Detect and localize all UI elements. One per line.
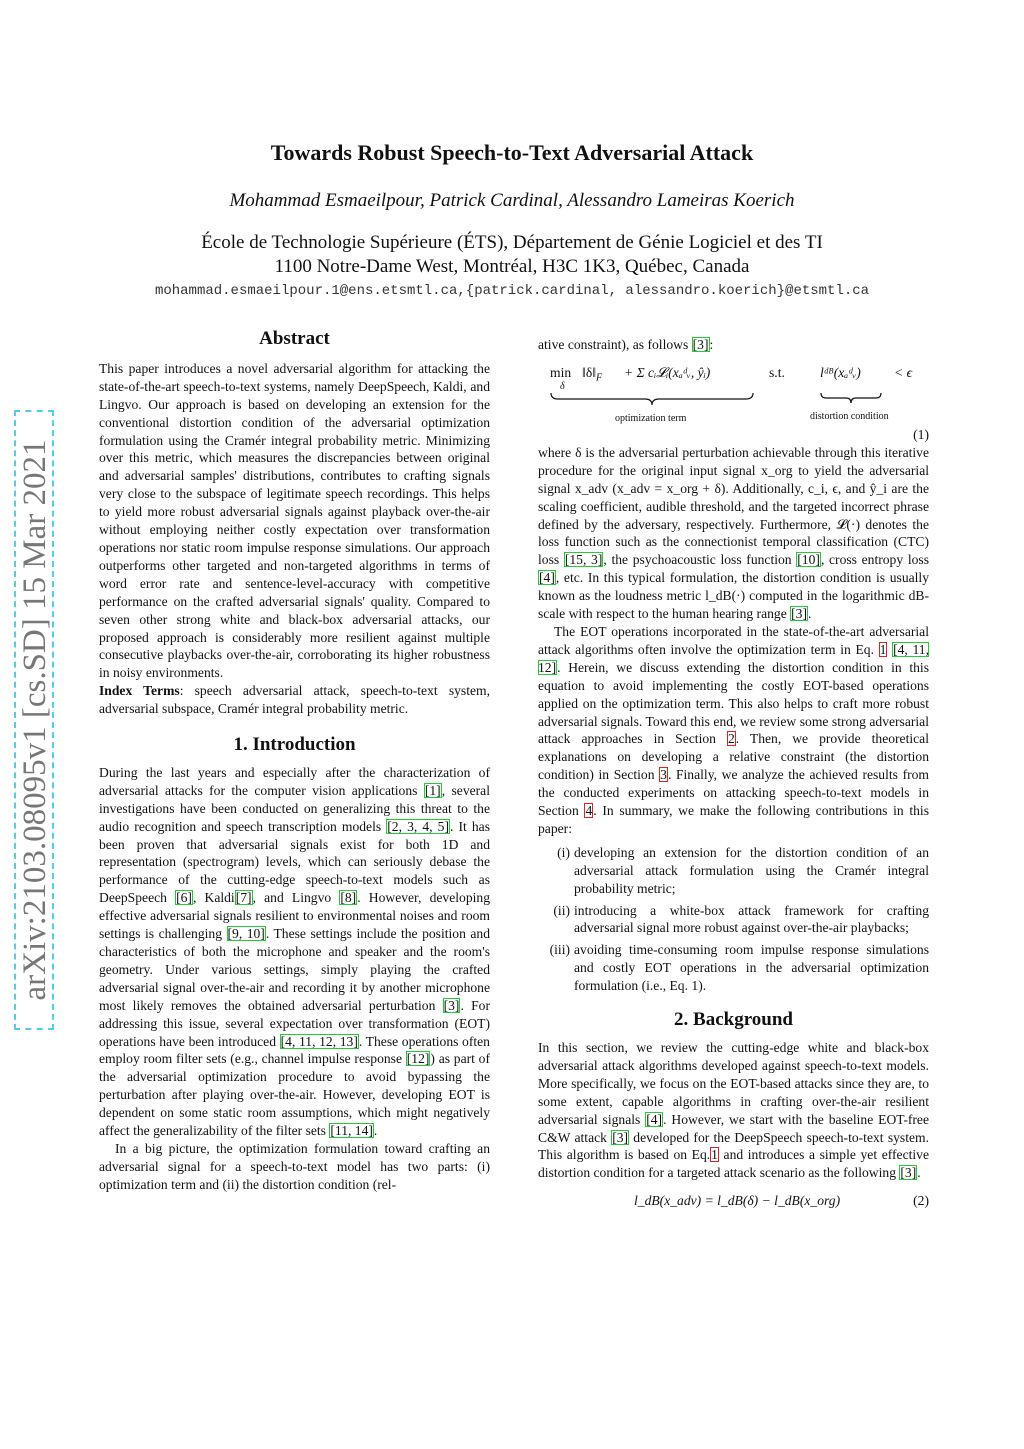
citation-link[interactable]: [12] (406, 1051, 430, 1067)
citation-link[interactable]: [4, 11, 12] (538, 641, 929, 675)
author-emails[interactable]: mohammad.esmaeilpour.1@ens.etsmtl.ca,{patrick.cardinal, alessandro.koerich}@etsmtl.ca (154, 283, 870, 299)
equation-1 (538, 354, 929, 440)
author-list: Mohammad Esmaeilpour, Patrick Cardinal, Alessandro Lameiras Koerich (229, 190, 795, 211)
citation-link[interactable]: [3] (692, 337, 709, 352)
left-column (99, 330, 490, 1194)
citation-link[interactable]: [4] (646, 1111, 663, 1127)
optimization-term-label: optimization term (615, 412, 687, 424)
section-ref-link[interactable]: 4 (585, 803, 593, 819)
equation-1-loss-sum: + Σ cᵢ𝓛ᵢ(xₐᵈᵥ, ŷᵢ) (624, 364, 711, 380)
equation-ref-link[interactable]: 1 (711, 1147, 718, 1163)
citation-link[interactable]: [15, 3] (564, 552, 603, 568)
citation-link[interactable]: [11, 14] (330, 1123, 373, 1139)
equation-1-subject-to: s.t. (769, 364, 785, 380)
distortion-underbrace (820, 392, 882, 404)
citation-link[interactable]: [8] (340, 890, 357, 906)
affiliation-line-1: École de Technologie Supérieure (ÉTS), Département de Génie Logiciel et des TI (201, 232, 823, 253)
abstract-heading: Abstract (259, 328, 330, 349)
equation-1-min: min δ (550, 364, 572, 392)
citation-link[interactable]: [10] (797, 552, 820, 568)
equation-1-threshold: < ϵ (894, 364, 913, 380)
citation-link[interactable]: [3] (612, 1129, 629, 1145)
equation-1-ldb: lᵈᴮ(xₐᵈᵥ) (820, 364, 861, 380)
section-ref-link[interactable]: 3 (660, 767, 667, 783)
background-paragraph: In this section, we review the cutting-edge white and black-box adversarial attack algorithms developed against speech-to-text models. More specifically, we focus on the EOT-based attacks since they are, to some extent, capable algorithms in crafting over-the-air resilient adversarial signals [4]. However, we start with the baseline EOT-free C&W attack [3] developed for the DeepSpeech speech-to-text system. This algorithm is based on Eq.1 and introduces a simple yet effective distortion condition for a targeted attack scenario as the following [3]. (538, 1040, 929, 1181)
intro-paragraph-2: In a big picture, the optimization formulation toward crafting an adversarial signal for a speech-to-text model has two parts: (i) optimization term and (ii) the distortion condition (rel- (99, 1140, 490, 1192)
right-column (538, 336, 929, 1218)
equation-1-norm: $‖\delta‖_F$ (582, 364, 603, 384)
arxiv-sidebar-stamp[interactable]: arXiv:2103.08095v1 [cs.SD] 15 Mar 2021 (14, 410, 54, 1030)
citation-link[interactable]: [4] (539, 570, 555, 586)
index-terms (99, 682, 490, 718)
affiliation-line-2: 1100 Notre-Dame West, Montréal, H3C 1K3, Québec, Canada (274, 256, 750, 277)
citation-link[interactable]: [3] (900, 1165, 917, 1181)
citation-link[interactable]: [4, 11, 12, 13] (280, 1033, 358, 1049)
index-terms-text: : speech adversarial attack, speech-to-text system, adversarial subspace, Cramér integral probability metric. (99, 683, 490, 717)
contribution-list (538, 844, 929, 995)
equation-2-number: (2) (913, 1193, 929, 1209)
equation-1-number: (1) (913, 426, 929, 442)
introduction-heading: 1. Introduction (233, 734, 356, 756)
abstract-body: This paper introduces a novel adversarial algorithm for attacking the state-of-the-art speech-to-text systems, namely DeepSpeech, Kaldi, and Lingvo. Our approach is based on developing an extension for the conventional distortion condition of the adversarial optimization formulation using the Cramér integral probability metric. Minimizing over this metric, which measures the discrepancies between original and adversarial samples' distributions, contributes to crafting signals very close to the subspace of legitimate speech recordings. This helps to yield more robust adversarial signals against playback over-the-air without employing neither costly expectation over transformation operations nor static room impulse response simulations. Our approach outperforms other targeted and non-targeted algorithms in terms of word error rate and sentence-level-accuracy with competitive performance on the crafted adversarial signals' quality. Compared to seven other strong white and black-box adversarial attacks, our proposed approach is considerably more resilient against multiple consecutive playbacks over-the-air, corroborating its higher robustness in noisy environments. (99, 360, 490, 681)
right-paragraph-where: where δ is the adversarial perturbation achievable through this iterative procedure for the original input signal x_org to yield the adversarial signal x_adv (x_adv = x_org + δ). Additionally, c_i, ϵ, and ŷ_i are the scaling coefficient, audible threshold, and the targeted incorrect phrase defined by the adversary, respectively. Furthermore, 𝓛(·) denotes the loss function such as the connectionist temporal classification (CTC) loss [15, 3], the psychoacoustic loss function [10], cross entropy loss [4], etc. In this typical formulation, the distortion condition is usually known as the loudness metric l_dB(·) computed in the logarithmic dB-scale with respect to the human hearing range [3]. (538, 444, 929, 622)
background-heading: 2. Background (674, 1009, 793, 1031)
citation-link[interactable]: [3] (791, 606, 808, 622)
paper-title: Towards Robust Speech-to-Text Adversarial Attack (270, 140, 754, 165)
equation-2 (538, 1188, 929, 1218)
equation-ref-link[interactable]: 1 (879, 641, 887, 657)
index-terms-label: Index Terms (99, 683, 180, 699)
equation-2-body: l_dB(x_adv) = l_dB(δ) − l_dB(x_org) (634, 1193, 841, 1209)
right-paragraph-eot: The EOT operations incorporated in the state-of-the-art adversarial attack algorithms often involve the optimization term in Eq. 1 [4, 11, 12]. Herein, we discuss extending the distortion condition in this equation to avoid implementing the costly EOT-based operations applied on the optimization term. This also helps to craft more robust adversarial signals. Toward this end, we review some strong adversarial attack approaches in Section 2. Then, we provide theoretical explanations on developing a relative constraint (the distortion condition) in Section 3. Finally, we analyze the achieved results from the conducted experiments on attacking speech-to-text models in Section 4. In summary, we make the following contributions in this paper: (538, 623, 929, 836)
citation-link[interactable]: [3] (443, 997, 460, 1013)
citation-link[interactable]: [7] (235, 890, 252, 906)
list-item: (iii) avoiding time-consuming room impulse response simulations and costly EOT operations in the adversarial optimization formulation (i.e., Eq. 1). (549, 942, 929, 994)
citation-link[interactable]: [2, 3, 4, 5] (387, 818, 449, 834)
right-paragraph-continued: ative constraint), as follows [3]: (538, 337, 714, 352)
citation-link[interactable]: [9, 10] (227, 926, 265, 942)
list-item: (i) developing an extension for the distortion condition of an adversarial attack formulation using the Cramér integral probability metric; (557, 844, 929, 896)
intro-paragraph-1: During the last years and especially after the characterization of adversarial attacks for the computer vision applications [1], several investigations have been conducted on generalizing this threat to the audio recognition and speech transcription models [2, 3, 4, 5]. It has been proven that adversarial signals exist for both 1D and representation (spectrogram) levels, which can seriously debase the performance of the cutting-edge speech-to-text models such as DeepSpeech [6], Kaldi[7], and Lingvo [8]. However, developing effective adversarial signals resilient to environmental noises and room settings is challenging [9, 10]. These settings include the position and characteristics of both the microphone and speaker and the room's geometry. Under various settings, simply playing the crafted adversarial signal over-the-air and recording it by another microphone most likely removes the obtained adversarial perturbation [3]. For addressing this issue, several expectation over transformation (EOT) operations have been introduced [4, 11, 12, 13]. These operations often employ room filter sets (e.g., channel impulse response [12]) as part of the adversarial optimization procedure to avoid bypassing the perturbation after playing over-the-air. However, developing EOT is dependent on some static room assumptions, which might negatively affect the generalizability of the filter sets [11, 14]. (99, 764, 490, 1139)
list-item: (ii) introducing a white-box attack framework for crafting adversarial signal more robust against over-the-air playbacks; (553, 902, 929, 936)
optimization-underbrace (550, 392, 754, 406)
citation-link[interactable]: [1] (424, 782, 441, 798)
section-ref-link[interactable]: 2 (727, 731, 735, 747)
citation-link[interactable]: [6] (176, 890, 192, 906)
distortion-condition-label: distortion condition (810, 410, 889, 422)
